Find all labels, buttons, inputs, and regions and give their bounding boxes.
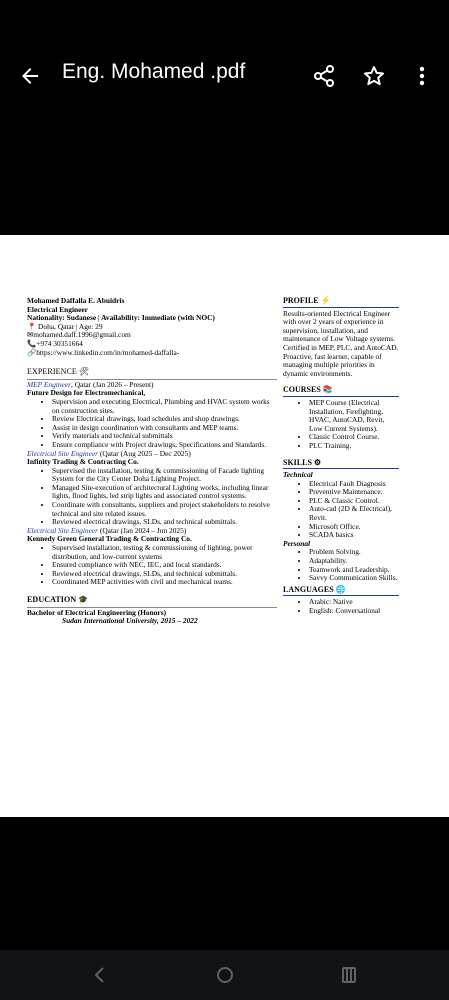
list-item: • Verify materials and technical submittals: [52, 432, 277, 441]
list-item: • Ensure compliance with Project drawings, Specifications and Standards.: [52, 441, 277, 450]
candidate-name: Mohamed Daffalla E. Abuidris: [27, 296, 125, 305]
nav-back-icon[interactable]: [90, 965, 110, 985]
job-company: Kennedy Green General Trading & Contracting Co.: [27, 534, 192, 544]
nav-recent-apps-icon[interactable]: [338, 965, 360, 985]
list-item: • Arabic: Native: [309, 598, 399, 607]
job-meta: (Qatar (Jan 2024 – Jun 2025): [98, 525, 187, 535]
back-arrow-icon[interactable]: [18, 64, 42, 88]
list-item: • English: Conversational: [309, 607, 399, 616]
courses-heading: COURSES 📚: [283, 386, 399, 397]
list-item: • Supervision and executing Electrical, Plumbing and HVAC system works on construction sites.: [52, 398, 277, 415]
technical-skills-list: [283, 480, 399, 540]
nav-home-icon[interactable]: [215, 965, 235, 985]
location-line: 📍 Doha, Qatar | Age: 29: [27, 321, 103, 331]
list-item: • Supervised installation, testing & commissioning of lighting, power distribution, and low-current systems: [52, 544, 277, 561]
nationality-line: Nationality: Sudanese | Availability: Immediate (with NOC): [27, 313, 215, 323]
degree: Bachelor of Electrical Engineering (Honors): [27, 607, 167, 617]
education-heading: EDUCATION 🎓: [27, 595, 89, 604]
pdf-page: [0, 235, 449, 817]
experience-heading: EXPERIENCE 🛠: [27, 367, 90, 377]
share-icon[interactable]: [312, 64, 336, 88]
list-item: • MEP Course (Electrical Installation, Firefighting, HVAC, AutoCAD, Revit, Low Current Systems).: [309, 399, 399, 433]
candidate-role: Electrical Engineer: [27, 304, 88, 314]
list-item: • Classic Control Course.: [309, 433, 399, 442]
list-item: • Electrical Fault Diagnosis: [309, 480, 399, 489]
resume-left-column: [27, 297, 277, 626]
list-item: • Ensured compliance with NEC, IEC, and local standards.: [52, 561, 277, 570]
job-bullets: [27, 467, 277, 527]
list-item: • Preventive Maintenance.: [309, 488, 399, 497]
profile-text: Results-oriented Electrical Engineer with over 2 years of experience in supervision, installation, and maintenance of Low Voltage systems. Certified in MEP, PLC, and AutoCAD. Proactive, fast learner, capable of managing multiple priorities in dynamic environments.: [283, 308, 399, 378]
job-bullets: [27, 398, 277, 450]
university: Sudan International University, 2015 – 2022: [62, 616, 198, 626]
job-meta: (Qatar (Aug 2025 – Dec 2025): [98, 448, 191, 458]
email-line: ✉mohamed.daff.1996@gmail.com: [27, 330, 131, 340]
job-entry: [27, 527, 277, 587]
list-item: • Managed Site-execution of architectural Lighting works, including linear lights, flood lights, led strip lights and associated control systems.: [52, 484, 277, 501]
list-item: • Reviewed electrical drawings, SLDs, and technical submittals.: [52, 570, 277, 579]
courses-list: [283, 399, 399, 451]
job-title: Electrical Site Engineer: [27, 525, 99, 535]
job-meta: , Qatar (Jan 2026 – Present): [71, 379, 154, 389]
job-title: Electrical Site Engineer: [27, 448, 99, 458]
personal-skills-list: [283, 548, 399, 582]
list-item: • Adaptability.: [309, 557, 399, 566]
list-item: • Review Electrical drawings, load schedules and shop drawings.: [52, 415, 277, 424]
list-item: • SCADA basics: [309, 531, 399, 540]
job-title: MEP Engineer: [27, 379, 71, 389]
skills-heading: SKILLS ⚙: [283, 459, 399, 470]
job-company: Infinity Trading & Contracting Co.: [27, 457, 139, 467]
list-item: • Auto-cad (2D & Electrical), Revit.: [309, 505, 399, 522]
job-entry: [27, 450, 277, 527]
list-item: • Savvy Communication Skills.: [309, 574, 399, 583]
list-item: • Problem Solving.: [309, 548, 399, 557]
phone-line: 📞+974 30351664: [27, 338, 83, 348]
languages-list: [283, 598, 399, 615]
list-item: • Coordinate with consultants, suppliers and project stakeholders to resolve technical and site related issues.: [52, 501, 277, 518]
list-item: • Microsoft Office.: [309, 523, 399, 532]
list-item: • Teamwork and Leadership.: [309, 566, 399, 575]
job-entry: [27, 381, 277, 450]
list-item: • Coordinated MEP activities with civil and mechanical teams.: [52, 578, 277, 587]
resume-right-column: [283, 297, 399, 616]
list-item: • Reviewed electrical drawings, SLDs, and technical submittals.: [52, 518, 277, 527]
list-item: • PLC & Classic Control.: [309, 497, 399, 506]
document-title: Eng. Mohamed .pdf: [62, 60, 246, 83]
more-options-icon[interactable]: [414, 64, 430, 88]
profile-heading: PROFILE ⚡: [283, 297, 399, 308]
languages-heading: LANGUAGES 🌐: [283, 586, 399, 597]
list-item: • Assist in design coordination with consultants and MEP teams.: [52, 424, 277, 433]
job-company: Future Design for Electromechanical,: [27, 388, 146, 398]
list-item: • Supervised the installation, testing & commissioning of Facade lighting System for the City Center Doha Lighting Project.: [52, 467, 277, 484]
job-bullets: [27, 544, 277, 587]
linkedin-line: 🔗https://www.linkedin.com/in/mohamed-daffalla-: [27, 347, 180, 357]
favorite-star-icon[interactable]: [362, 64, 386, 88]
personal-label: Personal: [283, 538, 311, 548]
technical-label: Technical: [283, 470, 313, 480]
list-item: • PLC Training.: [309, 442, 399, 451]
